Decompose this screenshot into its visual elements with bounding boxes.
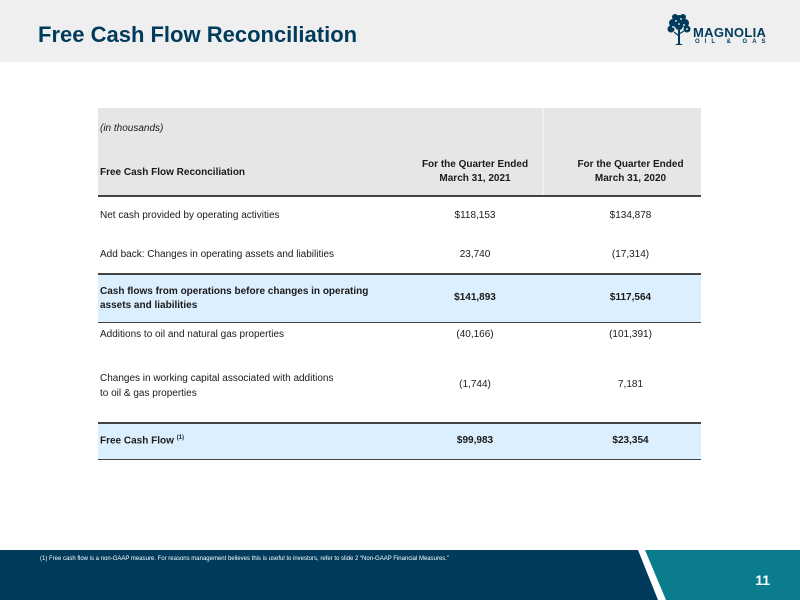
slide-header [0, 0, 800, 62]
table-row-highlighted [98, 273, 701, 323]
units-label: (in thousands) [100, 123, 164, 134]
row-label-line2: to oil & gas properties [100, 388, 197, 399]
table-row-total [98, 422, 701, 460]
row-label [100, 285, 368, 313]
row-label: Net cash provided by operating activities [100, 210, 280, 221]
row-label [100, 371, 333, 401]
footnote-marker: (1) [176, 435, 185, 441]
row-rule-bottom [98, 459, 701, 461]
row-label-line2: assets and liabilities [100, 300, 198, 311]
logo-subtitle: OIL & GAS [695, 39, 771, 45]
header-divider [542, 108, 544, 196]
footnote-text: (1) Free cash flow is a non-GAAP measure. For reasons management believes this is useful to investors, refer to slide 2 “Non-GAAP Financial Measures.” [40, 556, 449, 562]
column-header-2020-line2: March 31, 2020 [594, 173, 667, 184]
table-row [98, 323, 701, 359]
table-row [98, 236, 701, 273]
row-value-2020: $134,878 [609, 210, 652, 221]
header-label: Free Cash Flow Reconciliation [100, 167, 246, 178]
page-number: 11 [755, 572, 770, 588]
row-value-2020: (17,314) [611, 249, 650, 260]
row-label: Add back: Changes in operating assets and liabilities [100, 249, 335, 260]
reconciliation-table [98, 108, 701, 460]
tree-icon [666, 12, 692, 48]
page-title: Free Cash Flow Reconciliation [38, 22, 358, 47]
row-label [100, 435, 184, 446]
row-label-line1: Changes in working capital associated with additions [100, 373, 334, 384]
row-value-2020: 7,181 [617, 379, 644, 390]
column-header-2020-line1: For the Quarter Ended [577, 159, 684, 170]
column-header-2021-line2: March 31, 2021 [439, 173, 511, 184]
row-value-2021: (40,166) [456, 329, 494, 340]
column-header-2021 [408, 158, 542, 186]
row-value-2021: $118,153 [454, 210, 496, 221]
row-value-2021: 23,740 [459, 249, 491, 260]
logo-wordmark: MAGNOLIA [693, 25, 767, 40]
column-header-2020 [560, 158, 701, 186]
table-row [98, 359, 701, 422]
row-value-2020: $117,564 [609, 292, 652, 303]
row-value-2021: $99,983 [456, 435, 494, 446]
row-label-line1: Cash flows from operations before changes in operating [100, 286, 369, 297]
column-header-2021-line1: For the Quarter Ended [421, 159, 529, 170]
row-value-2020: $23,354 [612, 435, 649, 446]
row-rule-top [98, 422, 701, 424]
row-value-2021: $141,893 [454, 292, 496, 303]
table-header-row [98, 108, 701, 196]
company-logo [666, 12, 778, 52]
table-row [98, 196, 701, 236]
row-rule-top [98, 273, 701, 275]
row-value-2020: (101,391) [609, 329, 652, 340]
row-value-2021: (1,744) [459, 379, 491, 390]
row-label: Additions to oil and natural gas properties [100, 329, 285, 340]
free-cash-flow-label: Free Cash Flow [100, 435, 174, 447]
